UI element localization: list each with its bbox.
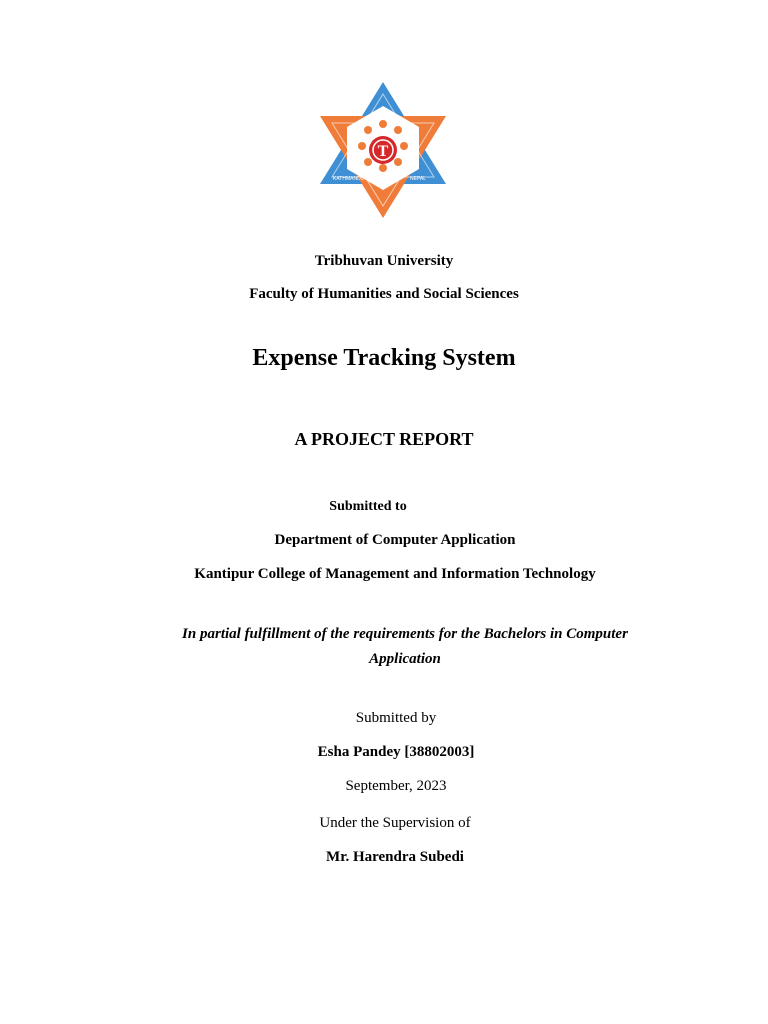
submitted-to-label: Submitted to: [329, 499, 407, 514]
student-name: Esha Pandey [38802003]: [317, 744, 475, 760]
college-name: Kantipur College of Management and Information Technology: [194, 566, 596, 582]
department-name: Department of Computer Application: [274, 532, 516, 548]
faculty-name: Faculty of Humanities and Social Sciences: [249, 286, 519, 302]
logo-letter: T: [377, 143, 389, 160]
submission-date: September, 2023: [345, 778, 447, 794]
fulfillment-statement-line2: Application: [369, 651, 441, 667]
supervisor-name: Mr. Harendra Subedi: [326, 849, 464, 865]
fulfillment-statement-line1: In partial fulfillment of the requirements for the Bachelors in Computer: [182, 626, 628, 642]
svg-text:NEPAL: NEPAL: [410, 176, 427, 182]
report-title: Expense Tracking System: [252, 345, 516, 371]
svg-text:KATHMANDU: KATHMANDU: [333, 176, 365, 182]
university-name: Tribhuvan University: [314, 253, 454, 269]
report-type: A PROJECT REPORT: [294, 429, 474, 449]
submitted-by-label: Submitted by: [355, 710, 437, 726]
university-logo: [318, 80, 448, 220]
star-emblem-icon: [318, 80, 448, 220]
supervision-label: Under the Supervision of: [319, 815, 471, 831]
